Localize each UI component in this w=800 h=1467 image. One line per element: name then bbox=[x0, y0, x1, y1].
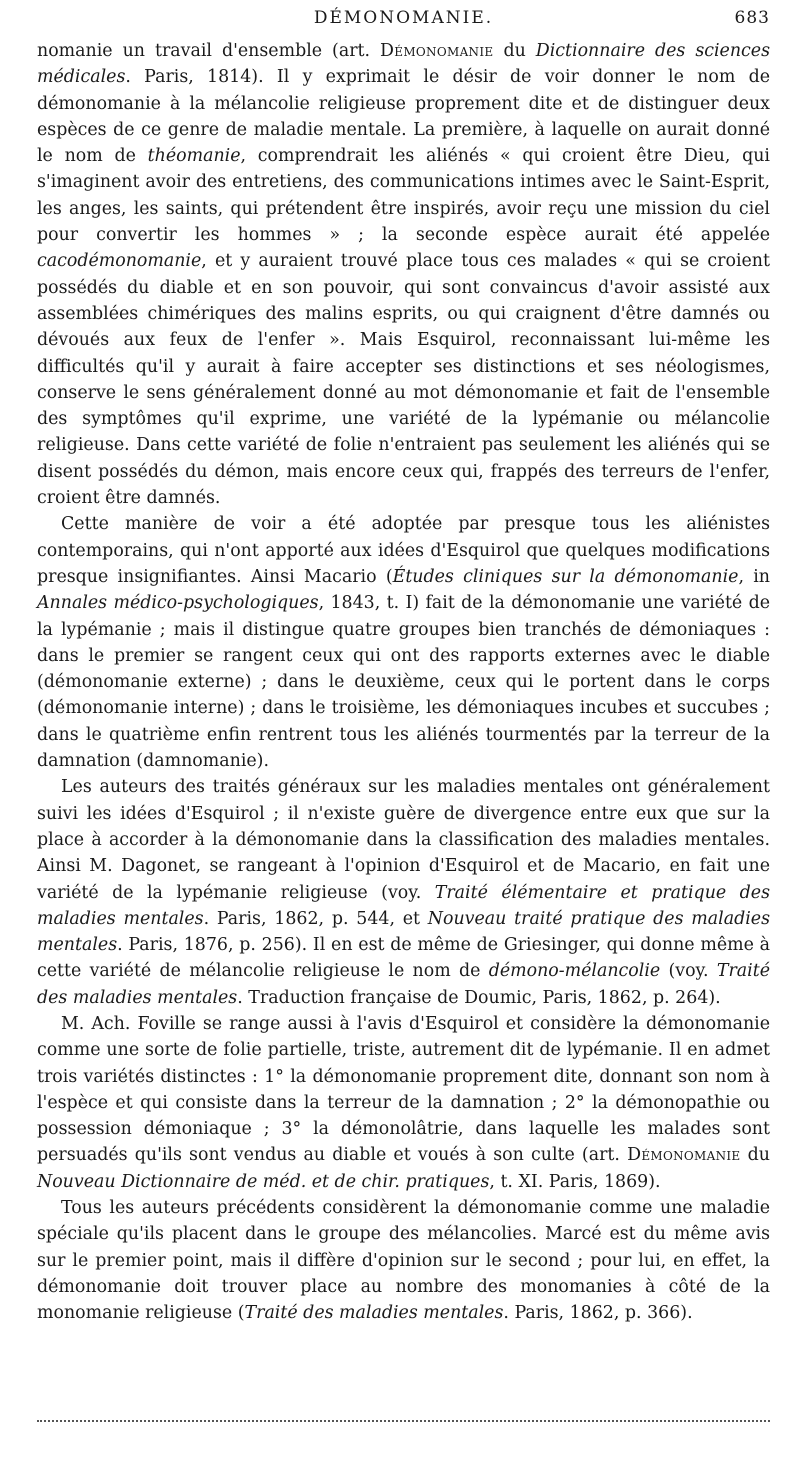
italic-title: Nouveau Dictionnaire de méd. et de chir. pratiques bbox=[37, 1171, 490, 1192]
italic-title: Dictionnaire des sciences médicales bbox=[37, 41, 770, 88]
italic-title: Traité des maladies mentales bbox=[244, 1303, 504, 1324]
running-title: DÉMONOMANIE. bbox=[313, 8, 494, 28]
text-run: . Paris, 1862, p. 544, et bbox=[203, 908, 428, 929]
text-run: M. Ach. Foville se range aussi à l'avis d'Esquirol et considère la démonomanie comme une sorte de folie partielle, triste, autrement dit de lypémanie. Il en admet trois variétés distinctes : 1° la démonomanie proprement dite, donnant son nom à l'espèce et qui consiste dans la terreur de la damnation ; 2° la démonopathie ou possession démoniaque ; 3° la démonolâtrie, dans laquelle les malades sont persuadés qu'ils sont vendus au diable et voués à son culte (art. bbox=[37, 1013, 770, 1166]
paragraph bbox=[37, 774, 770, 1011]
body-text bbox=[37, 38, 770, 1327]
running-header bbox=[37, 8, 770, 34]
italic-title: Annales médico-psychologiques bbox=[37, 593, 319, 614]
paragraph bbox=[37, 1195, 770, 1326]
dotted-rule-divider bbox=[37, 1420, 770, 1422]
paragraph bbox=[37, 511, 770, 774]
small-caps-term: Démonomanie bbox=[380, 41, 494, 61]
italic-title: Études cliniques sur la démonomanie bbox=[392, 566, 739, 587]
italic-title: Nouveau traité pratique des maladies mentales bbox=[37, 908, 770, 956]
small-caps-term: Démonomanie bbox=[627, 1145, 741, 1166]
text-run: , t. XI. Paris, 1869). bbox=[489, 1171, 661, 1192]
text-run: du bbox=[493, 41, 536, 61]
italic-title: démono-mélancolie bbox=[488, 961, 661, 982]
text-run: du bbox=[740, 1145, 770, 1166]
text-run: Tous les auteurs précédents considèrent la démonomanie comme une maladie spéciale qu'ils placent dans le groupe des mélancolies. Marcé est du même avis sur le premier point, mais il diffère d'opinion sur le second ; pour lui, en effet, la démonomanie doit trouver place au nombre des monomanies à côté de la monomanie religieuse ( bbox=[37, 1198, 770, 1324]
text-run: (voy. bbox=[660, 961, 717, 982]
page-number: 683 bbox=[734, 8, 770, 28]
text-run: , in bbox=[738, 566, 770, 587]
text-run: nomanie un travail d'ensemble (art. bbox=[37, 41, 381, 61]
text-run: , comprendrait les aliénés « qui croient être Dieu, qui s'imaginent avoir des entretiens, des communications intimes avec le Saint-Esprit, les anges, les saints, qui prétendent être inspirés, avoir reçu une mission du ciel pour convertir les hommes » ; la seconde espèce aurait été appelée bbox=[37, 146, 770, 246]
text-run: . Paris, 1876, p. 256). Il en est de même de Griesinger, qui donne même à cette variété de mélancolie religieuse le nom de bbox=[37, 935, 770, 982]
text-run: . Paris, 1862, p. 366). bbox=[503, 1303, 693, 1324]
text-run: . Paris, 1814). Il y exprimait le désir de voir donner le nom de démonomanie à la mélancolie religieuse proprement dite et de distinguer deux espèces de ce genre de maladie mentale. La première, à laquelle on aurait donné le nom de bbox=[37, 67, 770, 167]
text-run: Les auteurs des traités généraux sur les maladies mentales ont généralement suivi les idées d'Esquirol ; il n'existe guère de divergence entre eux que sur la place à accorder à la démonomanie dans la classification des maladies mentales. Ainsi M. Dagonet, se rangeant à l'opinion d'Esquirol et de Macario, en fait une variété de la lypémanie religieuse (voy. bbox=[37, 777, 770, 903]
paragraph bbox=[37, 38, 770, 511]
text-run: , et y auraient trouvé place tous ces malades « qui se croient possédés du diable et en son pouvoir, qui sont convaincus d'avoir assisté aux assemblées chimériques des malins esprits, ou qui craignent d'être damnés ou dévoués aux feux de l'enfer ». Mais Esquirol, reconnaissant lui-même les difficultés qu'il y aurait à faire accepter ses distinctions et ses néologismes, conserve le sens généralement donné au mot démonomanie et fait de l'ensemble des symptômes qu'il exprime, une variété de la lypémanie ou mélancolie religieuse. Dans cette variété de folie n'entraient pas seulement les aliénés qui se disent possédés du démon, mais encore ceux qui, frappés des terreurs de l'enfer, croient être damnés. bbox=[37, 251, 770, 509]
italic-title: cacodémonomanie bbox=[37, 251, 202, 272]
text-run: , 1843, t. I) fait de la démonomanie une variété de la lypémanie ; mais il distingue quatre groupes bien tranchés de démoniaques : dans le premier se rangent ceux qui ont des rapports externes avec le diable (démonomanie externe) ; dans le deuxième, ceux qui le portent dans le corps (démonomanie interne) ; dans le troisième, les démoniaques incubes et succubes ; dans le quatrième enfin rentrent tous les aliénés tourmentés par la terreur de la damnation (damnomanie). bbox=[37, 593, 771, 772]
paragraph bbox=[37, 1011, 770, 1195]
italic-title: Traité des maladies mentales bbox=[37, 961, 770, 1008]
italic-title: Traité élémentaire et pratique des maladies mentales bbox=[37, 882, 770, 929]
text-run: Cette manière de voir a été adoptée par presque tous les aliénistes contemporains, qui n'ont apporté aux idées d'Esquirol que quelques modifications presque insignifiantes. Ainsi Macario ( bbox=[37, 514, 770, 587]
text-run: . Traduction française de Doumic, Paris, 1862, p. 264). bbox=[237, 987, 721, 1008]
italic-title: théomanie bbox=[147, 146, 241, 167]
